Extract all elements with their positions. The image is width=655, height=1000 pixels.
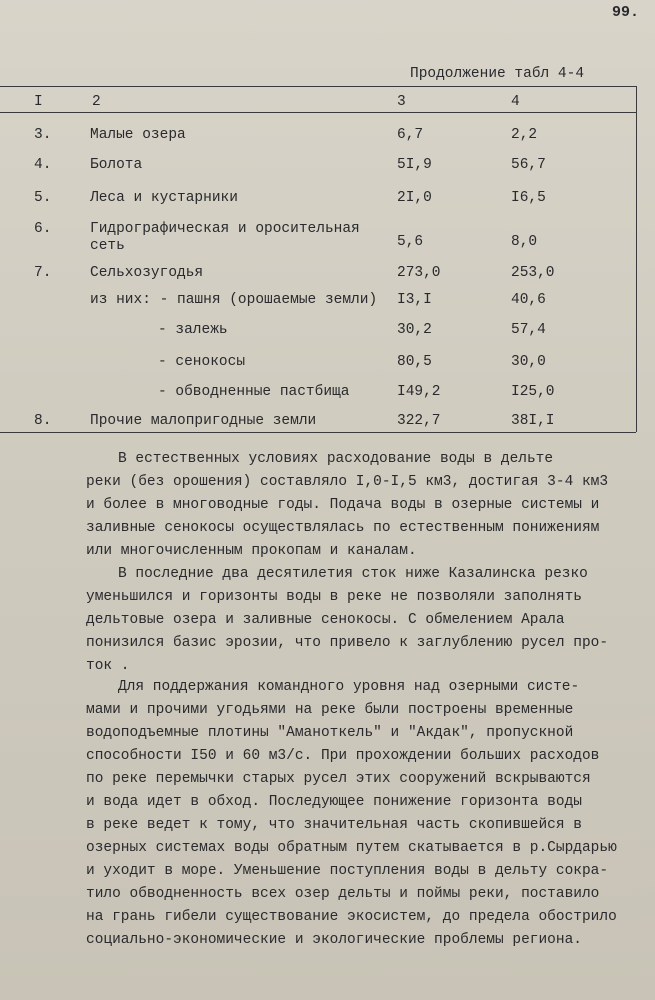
body-text-line: дельтовые озера и заливные сенокосы. С обмелением Арала [86,612,565,628]
body-text-line: и уходит в море. Уменьшение поступления воды в дельту сокра- [86,863,609,879]
body-text-line: ток . [86,658,130,674]
body-text-line: В естественных условиях расходование воды в дельте [118,451,554,467]
table-row-number: 3. [34,127,52,143]
table-cell-col4: 30,0 [511,354,546,370]
page-number: 99. [612,4,640,21]
table-header-cell: I [34,94,43,110]
body-text-line: водоподъемные плотины "Аманоткель" и "Акдак", пропускной [86,725,574,741]
body-text-line: В последние два десятилетия сток ниже Казалинска резко [118,566,588,582]
table-cell-col3: I49,2 [397,384,441,400]
table-cell-col4: 8,0 [511,234,538,250]
body-text-line: социально-экономические и экологические проблемы региона. [86,932,582,948]
table-row-label-continued: сеть [90,238,125,254]
table-row-label: - сенокосы [158,354,246,370]
body-text-line: мами и прочими угодьями на реке были построены временные [86,702,574,718]
table-row-label: Сельхозугодья [90,265,204,281]
table-cell-col3: 273,0 [397,265,441,281]
table-row-number: 4. [34,157,52,173]
body-text-line: реки (без орошения) составляло I,0-I,5 км3, достигая 3-4 км3 [86,474,609,490]
body-text-line: и вода идет в обход. Последующее понижение горизонта воды [86,794,582,810]
table-row-label: Малые озера [90,127,186,143]
table-cell-col3: I3,I [397,292,432,308]
body-text-line: озерных системах воды обратным путем скатывается в р.Сырдарью [86,840,617,856]
body-text-line: заливные сенокосы осуществлялась по естественным понижениям [86,520,600,536]
body-text-line: по реке перемычки старых русел этих сооружений вскрываются [86,771,591,787]
table-cell-col3: 2I,0 [397,190,432,206]
table-row-label: из них: - пашня (орошаемые земли) [90,292,378,308]
body-text-line: способности I50 и 60 м3/с. При прохождении больших расходов [86,748,600,764]
table-cell-col3: 6,7 [397,127,424,143]
table-row-number: 8. [34,413,52,429]
table-header-separator [0,112,636,113]
table-row-number: 7. [34,265,52,281]
table-row-label: Леса и кустарники [90,190,238,206]
table-bottom-border [0,432,636,433]
table-cell-col4: 40,6 [511,292,546,308]
table-cell-col4: 56,7 [511,157,546,173]
table-cell-col4: I25,0 [511,384,555,400]
body-text-line: и более в многоводные годы. Подача воды в озерные системы и [86,497,600,513]
body-text-line: в реке ведет к тому, что значительная часть скопившейся в [86,817,582,833]
table-cell-col3: 5I,9 [397,157,432,173]
table-row-label: Прочие малопригодные земли [90,413,317,429]
table-top-border [0,86,636,87]
table-header-cell: 3 [397,94,406,110]
table-cell-col3: 322,7 [397,413,441,429]
body-text-line: на грань гибели существование экосистем, до предела обострило [86,909,617,925]
table-caption: Продолжение табл 4-4 [410,66,585,82]
table-cell-col3: 30,2 [397,322,432,338]
table-row-label: Гидрографическая и оросительная [90,221,360,237]
body-text-line: понизился базис эрозии, что привело к заглублению русел про- [86,635,609,651]
table-row-number: 6. [34,221,52,237]
table-cell-col4: 253,0 [511,265,555,281]
table-row-label: - залежь [158,322,228,338]
table-row-label: - обводненные пастбища [158,384,350,400]
table-right-border [636,86,637,432]
table-cell-col4: I6,5 [511,190,546,206]
body-text-line: или многочисленным прокопам и каналам. [86,543,417,559]
body-text-line: тило обводненность всех озер дельты и поймы реки, поставило [86,886,600,902]
body-text-line: Для поддержания командного уровня над озерными систе- [118,679,580,695]
table-cell-col4: 57,4 [511,322,546,338]
table-cell-col3: 80,5 [397,354,432,370]
table-cell-col3: 5,6 [397,234,424,250]
body-text-line: уменьшился и горизонты воды в реке не позволяли заполнять [86,589,582,605]
table-header-cell: 2 [92,94,101,110]
table-cell-col4: 2,2 [511,127,538,143]
table-row-number: 5. [34,190,52,206]
table-header-cell: 4 [511,94,520,110]
table-row-label: Болота [90,157,143,173]
table-cell-col4: 38I,I [511,413,555,429]
